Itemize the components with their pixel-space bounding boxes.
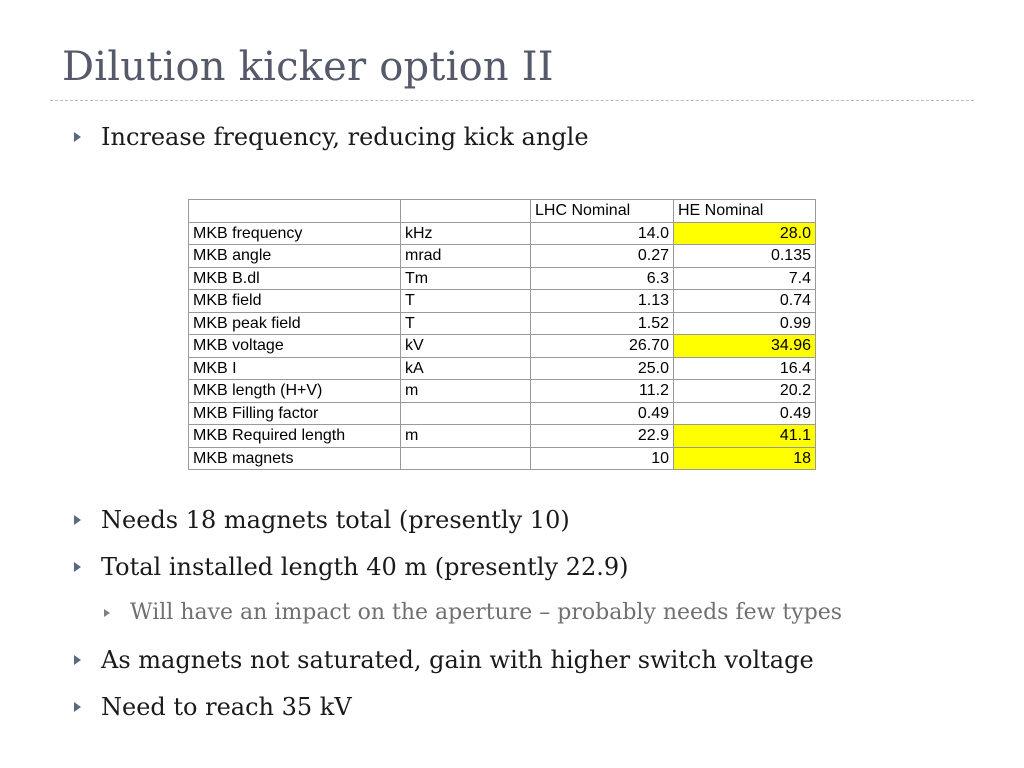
unit-cell: T <box>401 312 531 335</box>
table-row <box>189 267 816 290</box>
he-nominal-cell: 0.135 <box>674 245 816 268</box>
sub-bullet-text: Will have an impact on the aperture – probably needs few types <box>130 600 843 625</box>
unit-cell: m <box>401 380 531 403</box>
bullet-arrow-icon <box>74 655 81 665</box>
bullet-arrow-icon <box>74 132 81 142</box>
he-nominal-cell: 0.49 <box>674 402 816 425</box>
table-row <box>189 447 816 470</box>
he-nominal-cell-highlighted: 34.96 <box>674 335 816 358</box>
he-nominal-cell: 7.4 <box>674 267 816 290</box>
param-name-cell: MKB B.dl <box>189 267 401 290</box>
param-name-cell: MKB voltage <box>189 335 401 358</box>
table-row <box>189 380 816 403</box>
he-nominal-cell-highlighted: 41.1 <box>674 425 816 448</box>
he-nominal-cell: 20.2 <box>674 380 816 403</box>
unit-cell: kA <box>401 357 531 380</box>
lhc-nominal-cell: 0.49 <box>531 402 674 425</box>
param-name-cell: MKB angle <box>189 245 401 268</box>
table-row <box>189 290 816 313</box>
sub-bullet-item <box>104 600 842 625</box>
he-nominal-cell: 16.4 <box>674 357 816 380</box>
table-header-cell <box>401 200 531 223</box>
table-row <box>189 222 816 245</box>
table-row <box>189 402 816 425</box>
lhc-nominal-cell: 25.0 <box>531 357 674 380</box>
unit-cell <box>401 447 531 470</box>
table-row <box>189 335 816 358</box>
bullet-text: Need to reach 35 kV <box>101 693 352 721</box>
lhc-nominal-cell: 10 <box>531 447 674 470</box>
unit-cell: kHz <box>401 222 531 245</box>
table-header-cell: HE Nominal <box>674 200 816 223</box>
bullet-item <box>74 646 814 674</box>
lhc-nominal-cell: 1.13 <box>531 290 674 313</box>
unit-cell: kV <box>401 335 531 358</box>
table-header-cell: LHC Nominal <box>531 200 674 223</box>
bullet-arrow-icon <box>74 562 81 572</box>
lhc-nominal-cell: 1.52 <box>531 312 674 335</box>
unit-cell: Tm <box>401 267 531 290</box>
param-name-cell: MKB length (H+V) <box>189 380 401 403</box>
bullet-arrow-icon <box>74 702 81 712</box>
lhc-nominal-cell: 14.0 <box>531 222 674 245</box>
table-header-cell <box>189 200 401 223</box>
unit-cell: m <box>401 425 531 448</box>
bullet-text: Increase frequency, reducing kick angle <box>101 123 589 151</box>
kicker-parameters-table <box>188 199 816 470</box>
table-row <box>189 357 816 380</box>
bullet-item <box>74 123 589 151</box>
lhc-nominal-cell: 6.3 <box>531 267 674 290</box>
lhc-nominal-cell: 0.27 <box>531 245 674 268</box>
bullet-text: As magnets not saturated, gain with higher switch voltage <box>101 646 814 674</box>
title-divider <box>50 100 974 101</box>
table-header-row <box>189 200 816 223</box>
param-name-cell: MKB I <box>189 357 401 380</box>
bullet-text: Needs 18 magnets total (presently 10) <box>101 506 570 534</box>
bullet-item <box>74 693 352 721</box>
param-name-cell: MKB peak field <box>189 312 401 335</box>
unit-cell: mrad <box>401 245 531 268</box>
he-nominal-cell-highlighted: 28.0 <box>674 222 816 245</box>
param-name-cell: MKB frequency <box>189 222 401 245</box>
bullet-text: Total installed length 40 m (presently 22.9) <box>101 553 629 581</box>
unit-cell: T <box>401 290 531 313</box>
table-row <box>189 425 816 448</box>
sub-bullet-arrow-icon <box>104 609 110 617</box>
bullet-arrow-icon <box>74 515 81 525</box>
he-nominal-cell: 0.99 <box>674 312 816 335</box>
lhc-nominal-cell: 26.70 <box>531 335 674 358</box>
bullet-item <box>74 553 628 581</box>
he-nominal-cell: 0.74 <box>674 290 816 313</box>
lhc-nominal-cell: 11.2 <box>531 380 674 403</box>
he-nominal-cell-highlighted: 18 <box>674 447 816 470</box>
param-name-cell: MKB Required length <box>189 425 401 448</box>
param-name-cell: MKB Filling factor <box>189 402 401 425</box>
param-name-cell: MKB field <box>189 290 401 313</box>
param-name-cell: MKB magnets <box>189 447 401 470</box>
slide-title: Dilution kicker option II <box>62 44 554 90</box>
table-row <box>189 312 816 335</box>
table-row <box>189 245 816 268</box>
bullet-item <box>74 506 570 534</box>
unit-cell <box>401 402 531 425</box>
lhc-nominal-cell: 22.9 <box>531 425 674 448</box>
